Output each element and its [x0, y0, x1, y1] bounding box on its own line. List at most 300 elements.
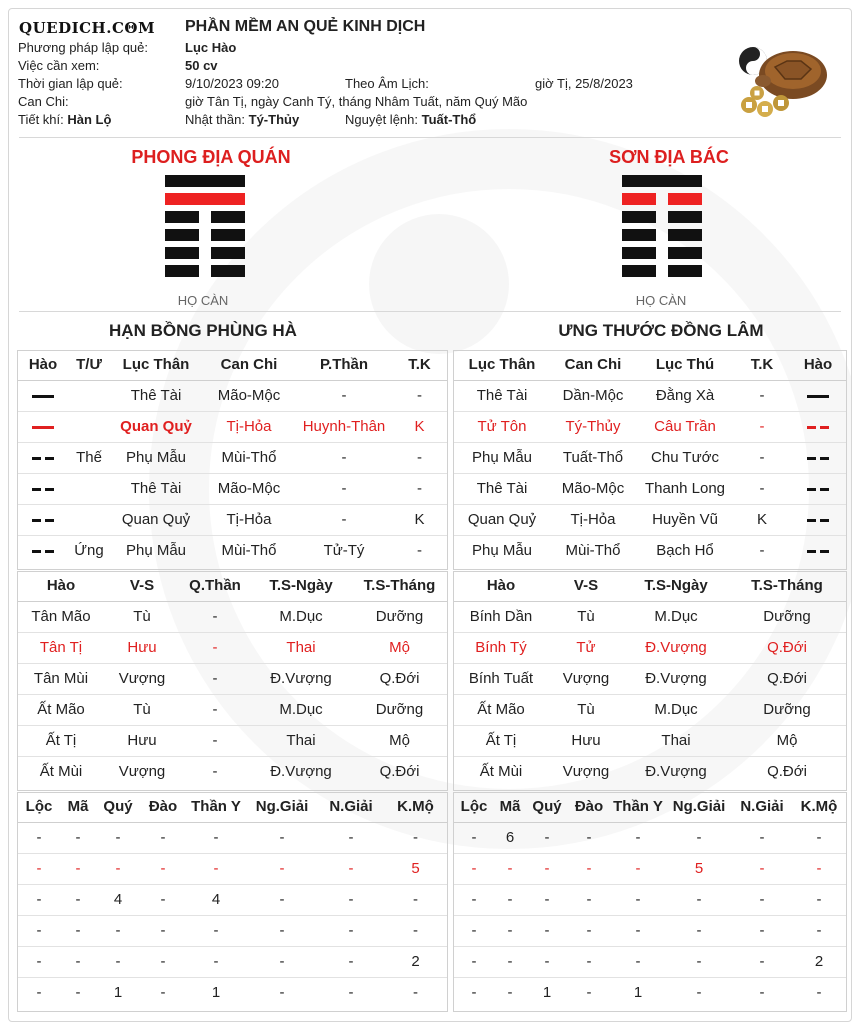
- line-segment: [211, 247, 245, 259]
- the-ung-cell: [68, 411, 110, 442]
- can-chi-cell: Mão-Mộc: [550, 473, 636, 504]
- nhatthan-value: Tý-Thủy: [248, 112, 300, 127]
- tuan-khong-cell: K: [392, 411, 447, 442]
- table-row: [454, 946, 846, 977]
- table-cell: -: [186, 822, 246, 853]
- table-row: [18, 694, 447, 725]
- yin-line-icon: [807, 457, 829, 460]
- table-cell: -: [60, 822, 96, 853]
- luc-thu-cell: Thanh Long: [636, 473, 734, 504]
- column-header: T.S-Ngày: [250, 571, 352, 601]
- table-cell: -: [792, 884, 846, 915]
- table-cell: -: [454, 977, 494, 1008]
- table-cell: 1: [610, 977, 666, 1008]
- header-divider: [19, 137, 841, 138]
- table-cell: -: [526, 884, 568, 915]
- luc-than-cell: Quan Quỷ: [110, 411, 202, 442]
- column-header: Hào: [454, 571, 548, 601]
- table-cell: -: [732, 946, 792, 977]
- table-cell: Dưỡng: [728, 694, 846, 725]
- line-segment: [622, 193, 656, 205]
- table-cell: -: [494, 977, 526, 1008]
- table-cell: -: [318, 822, 384, 853]
- table-row: [18, 411, 447, 442]
- table-cell: 4: [96, 884, 140, 915]
- line-segment: [622, 229, 656, 241]
- table-cell: -: [246, 884, 318, 915]
- strength-table-main: [18, 571, 447, 787]
- column-header: Đào: [568, 792, 610, 822]
- column-header: T.S-Ngày: [624, 571, 728, 601]
- table-cell: -: [246, 977, 318, 1008]
- table-cell: Vượng: [548, 756, 624, 787]
- table-cell: Tù: [548, 694, 624, 725]
- column-header: Can Chi: [550, 350, 636, 380]
- yin-line-icon: [790, 442, 846, 473]
- table-cell: -: [246, 822, 318, 853]
- column-header: K.Mộ: [792, 792, 846, 822]
- table-cell: -: [180, 694, 250, 725]
- yin-line-icon: [32, 488, 54, 491]
- tietkhi-label: Tiết khí:: [18, 112, 64, 127]
- table-row: [18, 884, 447, 915]
- can-chi-cell: Tị-Hỏa: [202, 504, 296, 535]
- the-ung-cell: [68, 380, 110, 411]
- table-cell: Hưu: [548, 725, 624, 756]
- table-cell: -: [494, 853, 526, 884]
- yang-line: [165, 175, 245, 187]
- table-cell: -: [18, 946, 60, 977]
- table-cell: 2: [384, 946, 447, 977]
- table-cell: -: [18, 884, 60, 915]
- table-cell: M.Dục: [250, 694, 352, 725]
- table-row: [454, 915, 846, 946]
- column-header: V-S: [104, 571, 180, 601]
- table-cell: -: [318, 915, 384, 946]
- luc-thu-cell: Bạch Hổ: [636, 535, 734, 566]
- line-segment: [668, 229, 702, 241]
- column-header: T.K: [734, 350, 790, 380]
- yin-line: [622, 193, 702, 205]
- luc-than-cell: Thê Tài: [454, 473, 550, 504]
- phuc-than-cell: -: [296, 504, 392, 535]
- table-cell: Ất Mùi: [18, 756, 104, 787]
- table-cell: -: [610, 946, 666, 977]
- table-row: [18, 504, 447, 535]
- table-cell: -: [666, 915, 732, 946]
- table-cell: -: [792, 853, 846, 884]
- table-cell: Tù: [104, 694, 180, 725]
- table-cell: 1: [96, 977, 140, 1008]
- table-cell: M.Dục: [624, 694, 728, 725]
- table-row: [454, 473, 846, 504]
- table-row: [18, 915, 447, 946]
- can-chi-cell: Mùi-Thổ: [202, 535, 296, 566]
- table-cell: -: [568, 822, 610, 853]
- table-cell: Đ.Vượng: [250, 756, 352, 787]
- tuan-khong-cell: -: [392, 380, 447, 411]
- phuc-than-cell: -: [296, 442, 392, 473]
- lunar-value: giờ Tị, 25/8/2023: [535, 76, 633, 91]
- table-cell: -: [732, 822, 792, 853]
- table-cell: -: [384, 915, 447, 946]
- changed-palace: HỌ CÀN: [635, 293, 687, 308]
- yin-line-icon: [18, 473, 68, 504]
- time-label: Thời gian lập quẻ:: [18, 76, 123, 91]
- table-cell: -: [666, 822, 732, 853]
- table-cell: -: [318, 853, 384, 884]
- table-cell: 6: [494, 822, 526, 853]
- table-cell: -: [568, 884, 610, 915]
- table-cell: -: [568, 946, 610, 977]
- table-cell: -: [140, 977, 186, 1008]
- table-row: [18, 535, 447, 566]
- site-logo[interactable]: QUEDICH.CΘM: [19, 19, 156, 37]
- luc-thu-cell: Huyền Vũ: [636, 504, 734, 535]
- table-cell: Vượng: [104, 756, 180, 787]
- luc-thu-cell: Đằng Xà: [636, 380, 734, 411]
- yin-line: [165, 229, 245, 241]
- table-cell: -: [568, 853, 610, 884]
- line-segment: [165, 265, 199, 277]
- yang-line-icon: [32, 426, 54, 429]
- line-segment: [668, 193, 702, 205]
- phuc-than-cell: -: [296, 473, 392, 504]
- table-cell: Tù: [104, 601, 180, 632]
- column-header: Q.Thần: [180, 571, 250, 601]
- can-chi-cell: Dần-Mộc: [550, 380, 636, 411]
- yin-line-icon: [18, 504, 68, 535]
- line-segment: [622, 211, 656, 223]
- table-cell: -: [454, 946, 494, 977]
- table-cell: -: [318, 946, 384, 977]
- table-row: [454, 725, 846, 756]
- table-cell: -: [732, 884, 792, 915]
- can-chi-cell: Tuất-Thổ: [550, 442, 636, 473]
- table-cell: 5: [666, 853, 732, 884]
- yang-line-icon: [18, 380, 68, 411]
- canchi-value: giờ Tân Tị, ngày Canh Tý, tháng Nhâm Tuất, năm Quý Mão: [185, 94, 528, 109]
- nhatthan-label: Nhật thần:: [185, 112, 245, 127]
- table-cell: Dưỡng: [352, 694, 447, 725]
- lines-table-changed: [454, 350, 846, 566]
- yin-line-icon: [32, 550, 54, 553]
- table-cell: Bính Tuất: [454, 663, 548, 694]
- table-cell: -: [494, 946, 526, 977]
- table-cell: 1: [526, 977, 568, 1008]
- line-segment: [165, 175, 245, 187]
- table-cell: -: [180, 601, 250, 632]
- table-row: [454, 756, 846, 787]
- table-cell: Tù: [548, 601, 624, 632]
- table-cell: -: [60, 977, 96, 1008]
- method-label: Phương pháp lập quẻ:: [18, 40, 148, 55]
- table-cell: -: [96, 915, 140, 946]
- time-value: 9/10/2023 09:20: [185, 76, 279, 91]
- table-cell: -: [732, 977, 792, 1008]
- table-row: [18, 380, 447, 411]
- table-cell: -: [96, 853, 140, 884]
- luc-thu-cell: Câu Trần: [636, 411, 734, 442]
- table-cell: Mộ: [728, 725, 846, 756]
- phuc-than-cell: Tử-Tý: [296, 535, 392, 566]
- main-palace: HỌ CÀN: [177, 293, 229, 308]
- tuan-khong-cell: -: [734, 473, 790, 504]
- nguyetlenh-value: Tuất-Thổ: [421, 112, 477, 127]
- yin-line-icon: [807, 550, 829, 553]
- table-cell: -: [384, 977, 447, 1008]
- line-segment: [165, 193, 245, 205]
- column-header: Mã: [494, 792, 526, 822]
- tuan-khong-cell: -: [734, 380, 790, 411]
- yang-line-icon: [790, 380, 846, 411]
- the-ung-cell: Ứng: [68, 535, 110, 566]
- table-row: [18, 442, 447, 473]
- column-header: Hào: [18, 571, 104, 601]
- table-row: [18, 853, 447, 884]
- table-cell: -: [454, 822, 494, 853]
- yang-line-icon: [32, 395, 54, 398]
- table-cell: Đ.Vượng: [624, 756, 728, 787]
- table-cell: -: [140, 853, 186, 884]
- yin-line: [165, 211, 245, 223]
- changed-sub-name: ƯNG THƯỚC ĐỒNG LÂM: [558, 321, 764, 340]
- stars-table-main: [18, 792, 447, 1008]
- task-label: Việc cần xem:: [18, 58, 100, 73]
- table-cell: Thai: [250, 725, 352, 756]
- table-row: [454, 694, 846, 725]
- table-cell: -: [494, 884, 526, 915]
- column-header: Hào: [790, 350, 846, 380]
- table-row: [18, 473, 447, 504]
- table-cell: -: [60, 853, 96, 884]
- line-segment: [165, 247, 199, 259]
- task-value: 50 cv: [185, 58, 218, 73]
- table-cell: -: [18, 977, 60, 1008]
- turtle-coins-icon: [735, 37, 831, 121]
- table-cell: -: [384, 884, 447, 915]
- table-row: [454, 977, 846, 1008]
- table-cell: -: [180, 756, 250, 787]
- table-cell: -: [246, 853, 318, 884]
- table-row: [18, 946, 447, 977]
- yin-line-icon: [790, 473, 846, 504]
- column-header: Quý: [526, 792, 568, 822]
- table-row: [454, 601, 846, 632]
- table-row: [18, 601, 447, 632]
- column-header: K.Mộ: [384, 792, 447, 822]
- table-row: [18, 663, 447, 694]
- table-cell: Hưu: [104, 725, 180, 756]
- column-header: Ng.Giải: [246, 792, 318, 822]
- table-row: [454, 380, 846, 411]
- table-cell: -: [180, 663, 250, 694]
- table-cell: 5: [384, 853, 447, 884]
- table-cell: 4: [186, 884, 246, 915]
- table-cell: -: [186, 946, 246, 977]
- column-header: Thần Y: [610, 792, 666, 822]
- column-header: Đào: [140, 792, 186, 822]
- tuan-khong-cell: -: [734, 535, 790, 566]
- table-cell: -: [792, 822, 846, 853]
- table-cell: Mộ: [352, 725, 447, 756]
- table-row: [454, 884, 846, 915]
- table-cell: -: [18, 822, 60, 853]
- table-cell: -: [186, 853, 246, 884]
- table-cell: -: [494, 915, 526, 946]
- app-frame: [8, 8, 852, 1022]
- table-cell: Đ.Vượng: [624, 663, 728, 694]
- yang-line: [622, 175, 702, 187]
- column-header: N.Giải: [318, 792, 384, 822]
- table-cell: Tân Mão: [18, 601, 104, 632]
- luc-than-cell: Quan Quỷ: [110, 504, 202, 535]
- table-row: [18, 756, 447, 787]
- can-chi-cell: Tị-Hỏa: [550, 504, 636, 535]
- table-cell: Ất Mùi: [454, 756, 548, 787]
- table-cell: Tử: [548, 632, 624, 663]
- yang-line-icon: [18, 411, 68, 442]
- table-cell: Ất Tị: [18, 725, 104, 756]
- table-cell: -: [454, 853, 494, 884]
- table-row: [454, 632, 846, 663]
- the-ung-cell: Thế: [68, 442, 110, 473]
- can-chi-cell: Mão-Mộc: [202, 380, 296, 411]
- column-header: Lục Thân: [110, 350, 202, 380]
- table-cell: Q.Đới: [728, 632, 846, 663]
- app-title: PHẦN MỀM AN QUẺ KINH DỊCH: [185, 18, 426, 35]
- table-cell: -: [526, 915, 568, 946]
- changed-hexagram: [622, 175, 702, 283]
- method-row: [18, 40, 236, 55]
- yin-line-icon: [18, 535, 68, 566]
- table-cell: -: [454, 884, 494, 915]
- tietkhi-value: Hàn Lộ: [67, 112, 112, 127]
- yin-line-icon: [807, 519, 829, 522]
- table-cell: -: [140, 822, 186, 853]
- table-cell: -: [140, 946, 186, 977]
- changed-hexagram-name: SƠN ĐỊA BÁC: [609, 147, 729, 167]
- phuc-than-cell: -: [296, 380, 392, 411]
- table-cell: Đ.Vượng: [624, 632, 728, 663]
- main-sub-name: HẠN BỒNG PHÙNG HÀ: [109, 321, 297, 340]
- stars-table-changed: [454, 792, 846, 1008]
- tuan-khong-cell: -: [392, 442, 447, 473]
- line-segment: [622, 265, 656, 277]
- table-cell: -: [526, 822, 568, 853]
- column-header: Hào: [18, 350, 68, 380]
- hexagram-divider: [19, 311, 841, 312]
- yin-line-icon: [790, 411, 846, 442]
- table-cell: M.Dục: [624, 601, 728, 632]
- table-row: [18, 822, 447, 853]
- phuc-than-cell: Huynh-Thân: [296, 411, 392, 442]
- luc-than-cell: Phụ Mẫu: [454, 442, 550, 473]
- table-cell: -: [610, 915, 666, 946]
- column-header: Lục Thân: [454, 350, 550, 380]
- table-cell: -: [610, 853, 666, 884]
- table-row: [454, 663, 846, 694]
- table-cell: -: [666, 946, 732, 977]
- column-header: Mã: [60, 792, 96, 822]
- column-header: T/Ư: [68, 350, 110, 380]
- nguyetlenh-label: Nguyệt lệnh:: [345, 112, 418, 127]
- line-segment: [622, 175, 702, 187]
- table-cell: -: [792, 977, 846, 1008]
- tuan-khong-cell: K: [734, 504, 790, 535]
- table-cell: -: [246, 946, 318, 977]
- column-header: Ng.Giải: [666, 792, 732, 822]
- table-cell: -: [186, 915, 246, 946]
- luc-than-cell: Phụ Mẫu: [110, 535, 202, 566]
- table-cell: -: [666, 977, 732, 1008]
- table-cell: -: [180, 725, 250, 756]
- table-cell: -: [246, 915, 318, 946]
- line-segment: [211, 265, 245, 277]
- line-segment: [211, 211, 245, 223]
- can-chi-cell: Tị-Hỏa: [202, 411, 296, 442]
- table-cell: -: [60, 946, 96, 977]
- line-segment: [668, 211, 702, 223]
- luc-than-cell: Phụ Mẫu: [110, 442, 202, 473]
- table-cell: -: [140, 915, 186, 946]
- table-cell: -: [610, 884, 666, 915]
- line-segment: [165, 229, 199, 241]
- table-cell: Tân Tị: [18, 632, 104, 663]
- table-cell: Bính Dần: [454, 601, 548, 632]
- yin-line-icon: [807, 426, 829, 429]
- tuan-khong-cell: K: [392, 504, 447, 535]
- method-value: Lục Hào: [185, 40, 237, 55]
- luc-than-cell: Tử Tôn: [454, 411, 550, 442]
- table-cell: Thai: [624, 725, 728, 756]
- table-row: [454, 411, 846, 442]
- luc-than-cell: Quan Quỷ: [454, 504, 550, 535]
- yang-line-icon: [807, 395, 829, 398]
- column-header: Lục Thú: [636, 350, 734, 380]
- table-row: [18, 632, 447, 663]
- column-header: V-S: [548, 571, 624, 601]
- tuan-khong-cell: -: [392, 535, 447, 566]
- yin-line-icon: [807, 488, 829, 491]
- yin-line-icon: [32, 519, 54, 522]
- yin-line-icon: [32, 457, 54, 460]
- yin-line-icon: [790, 535, 846, 566]
- table-cell: -: [60, 884, 96, 915]
- table-cell: Bính Tý: [454, 632, 548, 663]
- canchi-row: [18, 94, 527, 109]
- table-row: [454, 853, 846, 884]
- table-cell: -: [18, 853, 60, 884]
- can-chi-cell: Mùi-Thổ: [202, 442, 296, 473]
- yin-line-icon: [790, 504, 846, 535]
- yin-line-icon: [18, 442, 68, 473]
- table-row: [454, 442, 846, 473]
- column-header: Quý: [96, 792, 140, 822]
- table-cell: 1: [186, 977, 246, 1008]
- table-cell: -: [526, 853, 568, 884]
- table-cell: Q.Đới: [352, 663, 447, 694]
- yin-line: [622, 265, 702, 277]
- table-cell: Vượng: [548, 663, 624, 694]
- table-cell: -: [666, 884, 732, 915]
- table-cell: Q.Đới: [728, 756, 846, 787]
- luc-than-cell: Thê Tài: [454, 380, 550, 411]
- luc-thu-cell: Chu Tước: [636, 442, 734, 473]
- table-cell: Ất Mão: [454, 694, 548, 725]
- table-row: [454, 504, 846, 535]
- yang-line: [165, 193, 245, 205]
